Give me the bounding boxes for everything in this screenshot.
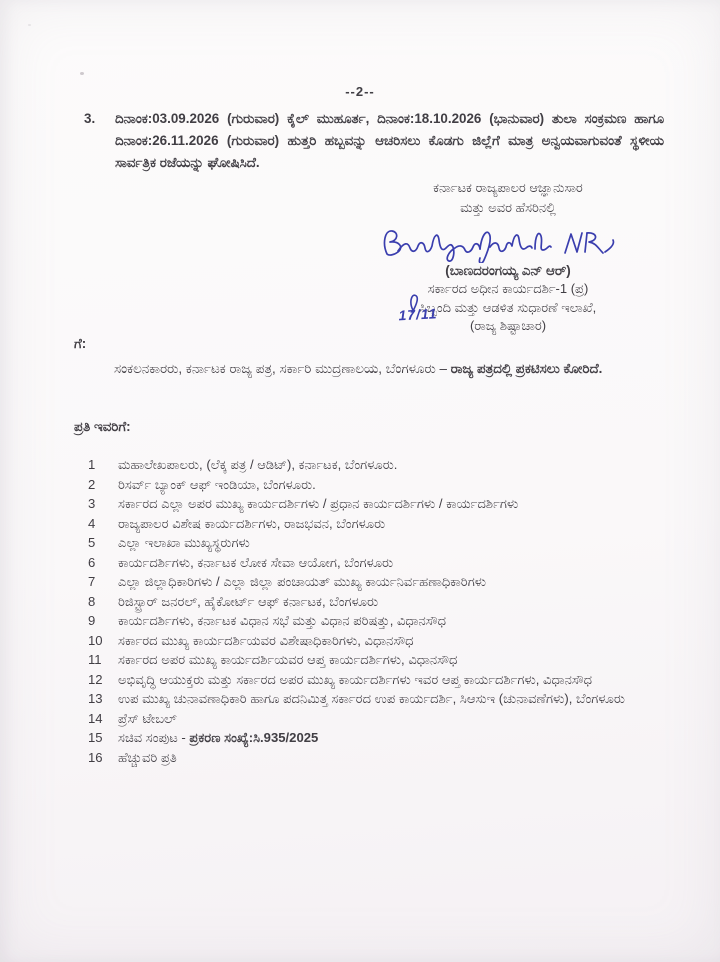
copy-item-number: 16 [88, 749, 103, 765]
copy-item-text: ಎಲ್ಲಾ ಇಲಾಖಾ ಮುಖ್ಯಸ್ಥರುಗಳು [118, 535, 250, 550]
copy-item-number: 11 [88, 652, 102, 667]
copies-to-label: ಪ್ರತಿ ಇವರಿಗೆ: [74, 419, 131, 434]
copy-item-number: 14 [88, 710, 103, 726]
copy-list-item [88, 631, 666, 650]
handwritten-signature [342, 221, 674, 263]
paragraph-text: ದಿನಾಂಕ:03.09.2026 (ಗುರುವಾರ) ಕೈಲ್ ಮುಹೂರ್ತ, ದಿನಾಂಕ:18.10.2026 (ಭಾನುವಾರ) ತುಲಾ ಸಂಕ್ರಮಣ ಹಾಗೂ ದಿನಾಂಕ:26.11.2026 (ಗುರುವಾರ) ಹುತ್ತರಿ ಹಬ್ಬವನ್ನು ಆಚರಿಸಲು ಕೊಡಗು ಜಿಲ್ಲೆಗೆ ಮಾತ್ರ ಅನ್ವಯವಾಗುವಂತೆ ಸ್ಥಳೀಯ ಸಾರ್ವತ್ರಿಕ ರಜೆಯನ್ನು ಘೋಷಿಸಿದೆ. [115, 111, 664, 170]
copy-item-text: ರಾಜ್ಯಪಾಲರ ವಿಶೇಷ ಕಾರ್ಯದರ್ಶಿಗಳು, ರಾಜಭವನ, ಬೆಂಗಳೂರು [118, 515, 386, 531]
signature-ink-icon [379, 221, 637, 263]
signatory-designation: ಸರ್ಕಾರದ ಅಧೀನ ಕಾರ್ಯದರ್ಶಿ-1 (ಪ್ರ) [427, 281, 589, 296]
copy-list-item [88, 728, 666, 747]
copy-item-number: 4 [88, 515, 96, 531]
page-number: --2-- [345, 84, 375, 99]
copy-item-text: ರಿಸರ್ವ್ ಬ್ಯಾಂಕ್ ಆಫ್ ಇಂಡಿಯಾ, ಬೆಂಗಳೂರು. [118, 476, 316, 492]
copy-list-item [88, 592, 666, 611]
copy-item-text: ಸರ್ಕಾರದ ಮುಖ್ಯ ಕಾರ್ಯದರ್ಶಿಯವರ ವಿಶೇಷಾಧಿಕಾರಿಗಳು, ವಿಧಾನಸೌಧ [118, 632, 414, 648]
copy-item-number: 1 [88, 457, 96, 472]
copy-item-number: 15 [88, 730, 103, 745]
copy-item-text: ಸಚಿವ ಸಂಪುಟ - ಪ್ರಕರಣ ಸಂಖ್ಯೆ:ಸಿ.935/2025 [118, 730, 319, 745]
copy-list-item [88, 514, 666, 533]
signature-block [342, 178, 674, 336]
to-label: ಗೆ: [74, 336, 87, 351]
copy-list-item [88, 455, 666, 474]
signatory-department: ಸಿಬ್ಬಂದಿ ಮತ್ತು ಆಡಳಿತ ಸುಧಾರಣೆ ಇಲಾಖೆ, [419, 299, 597, 315]
copy-item-number: 2 [88, 476, 96, 492]
copy-item-text: ಹೆಚ್ಚುವರಿ ಪ್ರತಿ [118, 749, 177, 765]
by-order-line: ಮತ್ತು ಅವರ ಹೆಸರಿನಲ್ಲಿ [460, 200, 556, 215]
copy-list-item [88, 494, 666, 513]
order-paragraph-3 [84, 108, 664, 174]
copy-list-item [88, 572, 666, 591]
handwritten-date-text: 17/11 [398, 305, 438, 324]
copy-item-text: ಎಲ್ಲಾ ಜಿಲ್ಲಾಧಿಕಾರಿಗಳು / ಎಲ್ಲಾ ಜಿಲ್ಲಾ ಪಂಚಾಯತ್ ಮುಖ್ಯ ಕಾರ್ಯನಿರ್ವಹಣಾಧಿಕಾರಿಗಳು [118, 574, 487, 589]
copy-item-text: ಪ್ರೆಸ್ ಟೇಬಲ್ [118, 710, 177, 726]
scan-speck [80, 72, 84, 75]
copy-item-text: ಕಾರ್ಯದರ್ಶಿಗಳು, ಕರ್ನಾಟಕ ಲೋಕ ಸೇವಾ ಆಯೋಗ, ಬೆಂಗಳೂರು [118, 554, 394, 570]
handwritten-date-note [397, 289, 451, 324]
copy-item-bold-text: ಪ್ರಕರಣ ಸಂಖ್ಯೆ:ಸಿ.935/2025 [189, 730, 319, 745]
signatory-name: (ಬಾಣದರಂಗಯ್ಯ ಎನ್ ಆರ್) [445, 263, 571, 278]
scan-speck [28, 24, 31, 26]
copy-list-item [88, 650, 666, 669]
paragraph-number: 3. [84, 111, 96, 126]
copy-item-number: 8 [88, 593, 96, 609]
to-paragraph-text: ಸಂಕಲನಕಾರರು, ಕರ್ನಾಟಕ ರಾಜ್ಯ ಪತ್ರ, ಸರ್ಕಾರಿ ಮುದ್ರಣಾಲಯ, ಬೆಂಗಳೂರು – [114, 361, 451, 376]
copy-list-item [88, 709, 666, 728]
copy-item-number: 10 [88, 632, 103, 648]
copy-item-number: 3 [88, 496, 96, 511]
copy-item-text: ಸರ್ಕಾರದ ಎಲ್ಲಾ ಅಪರ ಮುಖ್ಯ ಕಾರ್ಯದರ್ಶಿಗಳು / ಪ್ರಧಾನ ಕಾರ್ಯದರ್ಶಿಗಳು / ಕಾರ್ಯದರ್ಶಿಗಳು [118, 496, 519, 511]
copy-item-number: 12 [88, 671, 103, 687]
copy-list-item [88, 475, 666, 494]
copy-item-text: ಅಭಿವೃದ್ಧಿ ಆಯುಕ್ತರು ಮತ್ತು ಸರ್ಕಾರದ ಅಪರ ಮುಖ್ಯ ಕಾರ್ಯದರ್ಶಿಗಳು ಇವರ ಆಪ್ತ ಕಾರ್ಯದರ್ಶಿಗಳು, ವಿಧಾನಸೌಧ [118, 671, 593, 687]
to-paragraph [74, 357, 666, 380]
by-order-line: ಕರ್ನಾಟಕ ರಾಜ್ಯಪಾಲರ ಆಜ್ಞಾನುಸಾರ [433, 180, 583, 195]
copy-list-item [88, 748, 666, 767]
copy-item-number: 9 [88, 613, 96, 628]
to-paragraph-bold-text: ರಾಜ್ಯ ಪತ್ರದಲ್ಲಿ ಪ್ರಕಟಿಸಲು ಕೋರಿದೆ. [450, 361, 603, 376]
copy-item-text: ಕಾರ್ಯದರ್ಶಿಗಳು, ಕರ್ನಾಟಕ ವಿಧಾನ ಸಭೆ ಮತ್ತು ವಿಧಾನ ಪರಿಷತ್ತು, ವಿಧಾನಸೌಧ [118, 613, 447, 628]
copy-list-item [88, 533, 666, 552]
copy-item-number: 7 [88, 574, 96, 589]
copies-list [88, 455, 666, 767]
copy-item-text: ಮಹಾಲೇಖಪಾಲರು, (ಲೆಕ್ಕ ಪತ್ರ / ಆಡಿಟ್), ಕರ್ನಾಟಕ, ಬೆಂಗಳೂರು. [118, 457, 398, 472]
copy-item-text: ರಿಜಿಸ್ಟ್ರಾರ್ ಜನರಲ್, ಹೈಕೋರ್ಟ್ ಆಫ್ ಕರ್ನಾಟಕ, ಬೆಂಗಳೂರು [118, 593, 379, 609]
copy-item-text: ಸರ್ಕಾರದ ಅಪರ ಮುಖ್ಯ ಕಾರ್ಯದರ್ಶಿಯವರ ಆಪ್ತ ಕಾರ್ಯದರ್ಶಿಗಳು, ವಿಧಾನಸೌಧ [118, 652, 458, 667]
copy-list-item [88, 670, 666, 689]
copy-item-number: 13 [88, 691, 103, 706]
copy-item-text: ಉಪ ಮುಖ್ಯ ಚುನಾವಣಾಧಿಕಾರಿ ಹಾಗೂ ಪದನಿಮಿತ್ತ ಸರ್ಕಾರದ ಉಪ ಕಾರ್ಯದರ್ಶಿ, ಸಿಆಸುಇ (ಚುನಾವಣೆಗಳು), ಬೆಂಗಳೂರು [118, 691, 625, 706]
signatory-section: (ರಾಜ್ಯ ಶಿಷ್ಟಾಚಾರ) [469, 318, 547, 333]
copy-list-item [88, 611, 666, 630]
copy-list-item [88, 553, 666, 572]
copy-item-number: 6 [88, 554, 96, 570]
copy-list-item [88, 689, 666, 708]
copy-item-number: 5 [88, 535, 96, 550]
